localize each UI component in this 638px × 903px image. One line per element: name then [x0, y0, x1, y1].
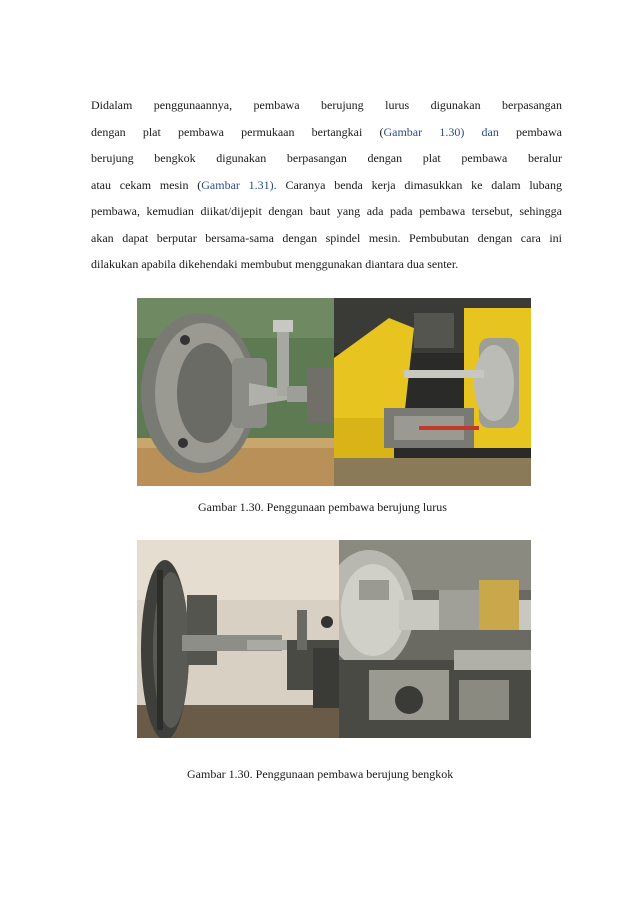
- photo-lathe-chuck-straight-dog: [137, 298, 334, 486]
- figure-reference-link[interactable]: Gambar 1.30) dan: [383, 124, 499, 139]
- paragraph-line: akan dapat berputar bersama-sama dengan spindel mesin. Pembubutan dengan cara ini: [91, 230, 562, 245]
- figure-caption: Gambar 1.30. Penggunaan pembawa berujung lurus: [198, 500, 447, 514]
- figure-bent-lathe-dog: [137, 540, 531, 738]
- figure-reference-link[interactable]: Gambar 1.31).: [201, 177, 277, 192]
- figure-caption: Gambar 1.30. Penggunaan pembawa berujung bengkok: [187, 767, 454, 781]
- paragraph-line: atau cekam mesin (Gambar 1.31). Caranya benda kerja dimasukkan ke dalam lubang: [91, 177, 562, 192]
- paragraph-line: dilakukan apabila dikehendaki membubut menggunakan diantara dua senter.: [91, 257, 459, 271]
- paragraph-line: dengan plat pembawa permukaan bertangkai (Gambar 1.30) dan pembawa: [91, 124, 562, 139]
- body-paragraph: [91, 92, 562, 278]
- paragraph-line: pembawa, kemudian diikat/dijepit dengan baut yang ada pada pembawa tersebut, sehingga: [91, 204, 562, 218]
- photo-yellow-lathe-straight-dog: [334, 298, 531, 486]
- photo-face-plate-bent-dog: [137, 540, 339, 738]
- paragraph-line: Didalam penggunaannya, pembawa berujung lurus digunakan berpasangan: [91, 98, 562, 112]
- photo-chuck-bent-dog-cutting: [339, 540, 531, 738]
- paragraph-line: berujung bengkok digunakan berpasangan dengan plat pembawa beralur: [91, 151, 562, 165]
- figure-straight-lathe-dog: [137, 298, 531, 486]
